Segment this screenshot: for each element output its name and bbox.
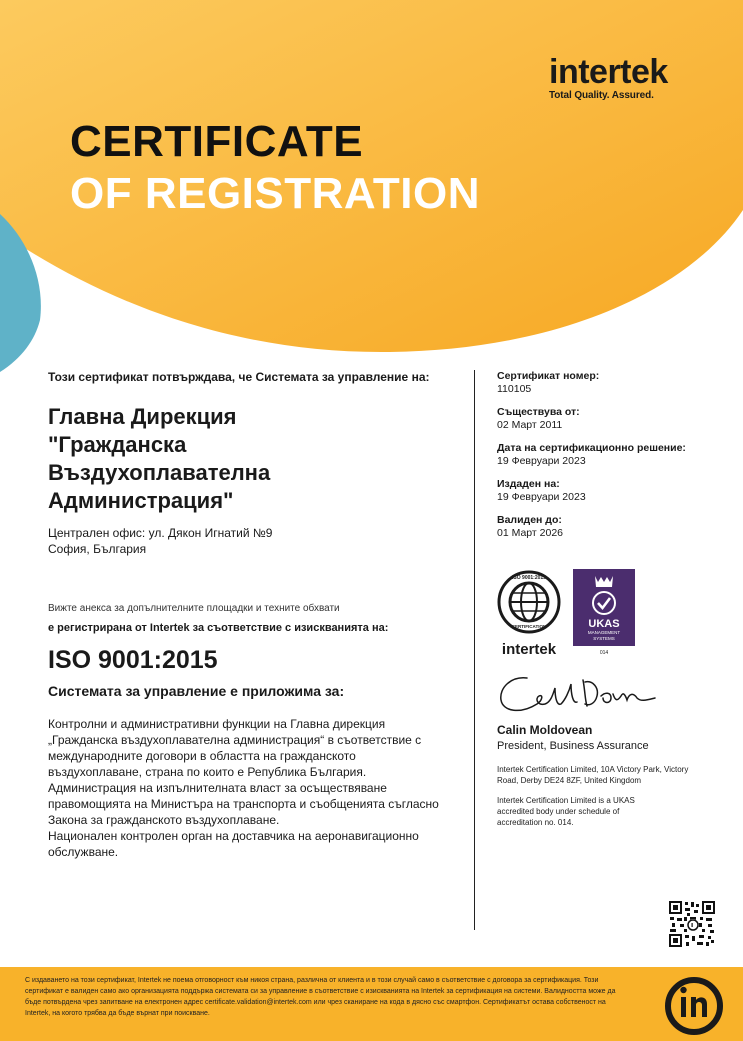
title-line-2: OF REGISTRATION	[70, 169, 481, 218]
intertek-in-icon	[661, 973, 727, 1035]
scope-paragraph-2: Национален контролен орган на доставчика на аeронавигационно обслужване.	[48, 829, 419, 859]
annex-note: Вижте анекса за допълнителните площадки и техните обхвати	[48, 603, 340, 614]
org-line: "Гражданска	[48, 432, 187, 457]
address-line: Централен офис: ул. Дякон Игнатий №9	[48, 526, 273, 540]
logo-wordmark: intertek	[549, 53, 668, 91]
signer-role: President, Business Assurance	[497, 740, 649, 752]
address-line: София, България	[48, 542, 147, 556]
footer-disclaimer: С издаването на този сертификат, Intertek не поема отговорност към никоя страна, различна от клиента и в този случай само в съответствие с договора за сертификация. Този сертификат е валиден само ако организацията поддържа системата си за управление в съответствие с изискванията на Intertek за сертификация на системи. Валидността може да бъде потвърдена чрез запитване на електронен адрес certificate.validation@intertek.com или чрез сканиране на кода в дясно със смартфон. Сертификатът остава собственост на Intertek, на когото трябва да бъде върнат при поискване.	[25, 977, 616, 1017]
scope-text	[48, 716, 453, 860]
qr-code[interactable]	[668, 900, 716, 948]
iso-seal-bottom-text: CERTIFICATION	[511, 624, 547, 629]
signatory	[497, 723, 737, 828]
field-label-issued: Издаден на:	[497, 478, 560, 490]
certificate-details	[497, 370, 737, 550]
field-value-since: 02 Март 2011	[497, 419, 563, 431]
column-divider	[474, 370, 475, 930]
certificate-title	[70, 116, 480, 220]
field-label-since: Съществува от:	[497, 406, 580, 418]
org-line: Въздухоплавателна	[48, 460, 271, 485]
intertek-logo	[549, 55, 668, 101]
field-label-valid-until: Валиден до:	[497, 514, 562, 526]
field-value-certificate-number: 110105	[497, 383, 532, 395]
field-label-decision-date: Дата на сертификационно решение:	[497, 442, 686, 454]
iso-seal-top-text: ISO 9001:2015	[512, 575, 546, 581]
intro-text: Този сертификат потвърждава, че Системата за управление на:	[48, 370, 430, 384]
standard-name: ISO 9001:2015	[48, 646, 218, 674]
signer-name: Calin Moldovean	[497, 723, 593, 737]
iso-seal-brand: intertek	[501, 641, 557, 658]
ukas-mark	[573, 569, 635, 656]
footer-band	[0, 967, 743, 1041]
logo-tagline: Total Quality. Assured.	[549, 90, 654, 101]
ukas-name: UKAS	[588, 618, 620, 630]
field-label-certificate-number: Сертификат номер:	[497, 370, 600, 382]
field-value-decision-date: 19 Февруари 2023	[497, 455, 586, 467]
certification-marks	[497, 567, 642, 659]
issuer-address: Intertek Certification Limited, 10A Victory Park, Victory Road, Derby DE24 8ZF, United Kingdom	[497, 765, 689, 785]
scope-paragraph: Контролни и административни функции на Главна дирекция „Гражданска въздухоплавателна администрация“ в съответствие с международните договори в областта на гражданското въздухоплаване, страна по които е Република България. Администрация на изпълнителната власт за осъществяване правомощията на Министъра на транспорта и съобщенията съгласно Закона за гражданското въздухоплаване.	[48, 717, 439, 827]
ukas-sub-2: SYSTEMS	[593, 636, 615, 641]
signature	[497, 670, 662, 718]
organization-name	[48, 403, 328, 515]
scope-heading: Системата за управление е приложима за:	[48, 683, 345, 699]
title-line-1: CERTIFICATE	[70, 117, 364, 166]
left-column	[48, 370, 458, 860]
field-value-issued: 19 Февруари 2023	[497, 491, 586, 503]
organization-address	[48, 525, 458, 557]
ukas-number: 014	[599, 650, 609, 656]
org-line: Главна Дирекция	[48, 404, 237, 429]
registered-statement: е регистрирана от Intertek за съответствие с изискванията на:	[48, 622, 389, 634]
accreditation-note: Intertek Certification Limited is a UKAS accredited body under schedule of accreditation no. 014.	[497, 796, 635, 827]
org-line: Администрация"	[48, 488, 234, 513]
iso-certification-seal	[499, 572, 559, 658]
field-value-valid-until: 01 Март 2026	[497, 527, 563, 539]
ukas-sub-1: MANAGEMENT	[587, 630, 621, 635]
